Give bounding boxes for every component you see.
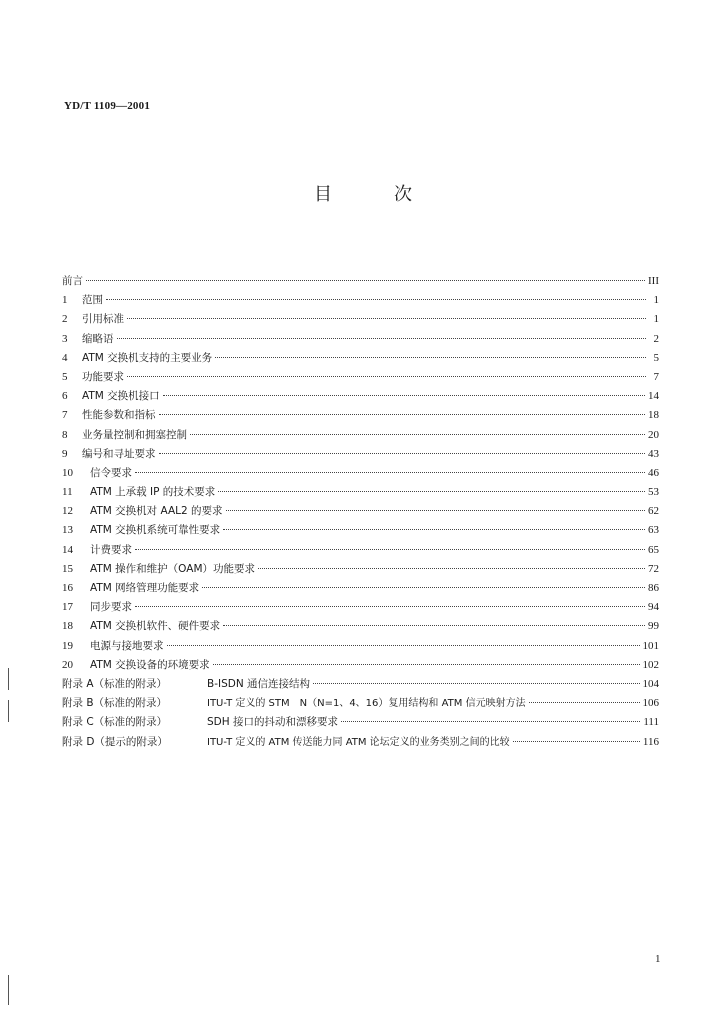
toc-entry-number: 8 (62, 428, 68, 441)
toc-entry (62, 445, 659, 464)
toc-entry-number: 16 (62, 582, 73, 594)
toc-entry-number: 17 (62, 601, 73, 614)
toc-entry-number: 7 (62, 409, 68, 422)
dot-leader (529, 702, 640, 703)
toc-entry-number: 20 (62, 658, 73, 671)
dot-leader (86, 280, 645, 281)
dot-leader (127, 376, 646, 377)
toc-entry-page: 46 (648, 466, 659, 479)
toc-entry-page: 65 (648, 543, 659, 556)
toc-entry (62, 483, 659, 502)
title-part-1: 目 (314, 184, 332, 205)
toc-entry-label: 同步要求 (90, 601, 132, 614)
toc-appendix-b (62, 694, 659, 713)
dot-leader (159, 414, 646, 415)
toc-entry-page: 106 (642, 697, 659, 710)
toc-entry-label: ATM 上承载 IP 的技术要求 (90, 486, 216, 499)
toc-entry-number: 13 (62, 524, 73, 537)
toc-entry-label: ATM 交换机系统可靠性要求 (90, 524, 221, 537)
toc-entry-page: 63 (648, 524, 659, 537)
toc-entry-label: 功能要求 (82, 370, 124, 383)
toc-entry-number: 1 (62, 294, 68, 307)
toc-appendix-d (62, 733, 659, 752)
dot-leader (190, 434, 645, 435)
dot-leader (313, 683, 639, 684)
dot-leader (163, 395, 645, 396)
toc-entry-label: 缩略语 (82, 332, 114, 345)
toc-entry-number: 18 (62, 620, 73, 633)
toc-entry-number: 11 (62, 486, 73, 499)
toc-entry-page: 104 (642, 677, 659, 690)
dot-leader (341, 721, 640, 722)
toc-entry-label: 信令要求 (90, 466, 132, 479)
toc-entry-page: 94 (648, 601, 659, 614)
toc-entry-number: 4 (62, 351, 68, 364)
toc-entry (62, 330, 659, 349)
dot-leader (135, 549, 645, 550)
toc-entry-page: 102 (642, 658, 659, 671)
toc-entry-label: ATM 交换机软件、硬件要求 (90, 620, 221, 633)
dot-leader (213, 664, 640, 665)
appendix-title: SDH 接口的抖动和漂移要求 (207, 716, 338, 729)
toc-entry-label: ATM 网络管理功能要求 (90, 582, 200, 594)
toc-entry-page: 7 (653, 370, 659, 383)
toc-entry-number: 6 (62, 390, 68, 403)
toc-appendix-a (62, 675, 659, 694)
toc-entry-page: 116 (642, 735, 659, 748)
toc-entry-page: 43 (648, 447, 659, 460)
appendix-title: B-ISDN 通信连接结构 (207, 677, 311, 690)
scan-edge-mark (8, 700, 9, 722)
toc-entry-label: ATM 交换设备的环境要求 (90, 658, 210, 671)
toc-entry (62, 598, 659, 617)
toc-entry (62, 291, 659, 310)
toc-entry-page: 5 (653, 351, 659, 364)
toc-entry (62, 656, 659, 675)
appendix-title: ITU-T 定义的 STM N（N=1、4、16）复用结构和 ATM 信元映射方法 (207, 698, 526, 710)
toc-entry-page: 20 (648, 428, 659, 441)
toc-entry (62, 637, 659, 656)
toc-entry-page: 2 (653, 332, 659, 345)
toc-appendix-c (62, 713, 659, 732)
dot-leader (159, 453, 646, 454)
appendix-label: 附录 A（标准的附录） (62, 677, 168, 690)
toc-entry-label: 计费要求 (90, 543, 132, 556)
toc-entry (62, 368, 659, 387)
appendix-label: 附录 C（标准的附录） (62, 716, 168, 729)
toc-entry-label: 编号和寻址要求 (82, 447, 156, 460)
document-code: YD/T 1109—2001 (64, 100, 151, 112)
toc-entry-page: 99 (648, 620, 659, 633)
title-part-2: 次 (394, 184, 412, 205)
toc-entry (62, 426, 659, 445)
scan-edge-mark (8, 668, 9, 690)
toc-entry-number: 15 (62, 562, 73, 575)
toc-entry-number: 2 (62, 313, 68, 326)
toc-entry (62, 387, 659, 406)
scan-edge-mark (8, 975, 9, 1005)
toc-entry-label: 引用标准 (82, 313, 124, 326)
toc-entry-page: 14 (648, 390, 659, 403)
toc-entry-page: III (648, 275, 659, 287)
dot-leader (167, 645, 640, 646)
dot-leader (223, 529, 645, 530)
toc-entry-label: 性能参数和指标 (82, 409, 156, 422)
toc-entry-number: 12 (62, 505, 73, 518)
appendix-label: 附录 B（标准的附录） (62, 697, 168, 710)
appendix-label: 附录 D（提示的附录） (62, 735, 168, 748)
toc-entry (62, 560, 659, 579)
toc-entry (62, 541, 659, 560)
toc-entry-label: 业务量控制和拥塞控制 (82, 428, 187, 441)
toc-entry (62, 310, 659, 329)
dot-leader (106, 299, 646, 300)
toc-entry (62, 502, 659, 521)
toc-entry-number: 19 (62, 639, 73, 652)
toc-entry (62, 464, 659, 483)
toc-entry (62, 349, 659, 368)
dot-leader (135, 606, 645, 607)
toc-entry-label: 前言 (62, 275, 83, 287)
page-number: 1 (655, 953, 661, 965)
dot-leader (258, 568, 645, 569)
dot-leader (117, 338, 647, 339)
toc-entry-foreword (62, 272, 659, 291)
toc-entry-number: 9 (62, 447, 68, 460)
toc-entry-page: 1 (653, 294, 659, 307)
toc-entry-page: 72 (648, 562, 659, 575)
toc-entry-number: 14 (62, 543, 73, 556)
toc-entry-page: 101 (642, 639, 659, 652)
toc-entry-page: 62 (648, 505, 659, 518)
dot-leader (215, 357, 646, 358)
dot-leader (513, 741, 640, 742)
toc-entry-label: ATM 交换机对 AAL2 的要求 (90, 505, 223, 518)
toc-entry-page: 86 (648, 582, 659, 594)
toc-entry-page: 53 (648, 486, 659, 499)
toc-entry-page: 18 (648, 409, 659, 422)
table-of-contents (62, 272, 659, 752)
toc-entry-page: 111 (643, 716, 659, 729)
dot-leader (202, 587, 645, 588)
toc-entry (62, 617, 659, 636)
toc-entry-label: 范围 (82, 294, 103, 307)
dot-leader (127, 318, 646, 319)
toc-entry-number: 3 (62, 332, 68, 345)
toc-entry-label: ATM 交换机接口 (82, 390, 160, 403)
appendix-title: ITU-T 定义的 ATM 传送能力同 ATM 论坛定义的业务类别之间的比较 (207, 736, 510, 748)
toc-entry (62, 521, 659, 540)
toc-entry-number: 5 (62, 370, 68, 383)
toc-entry-page: 1 (653, 313, 659, 326)
dot-leader (135, 472, 645, 473)
toc-entry (62, 406, 659, 425)
toc-entry-number: 10 (62, 466, 73, 479)
toc-entry-label: ATM 交换机支持的主要业务 (82, 351, 213, 364)
toc-entry-label: ATM 操作和维护（OAM）功能要求 (90, 562, 256, 575)
toc-entry (62, 579, 659, 598)
dot-leader (223, 625, 645, 626)
dot-leader (218, 491, 645, 492)
toc-entry-label: 电源与接地要求 (90, 639, 164, 652)
dot-leader (226, 510, 645, 511)
